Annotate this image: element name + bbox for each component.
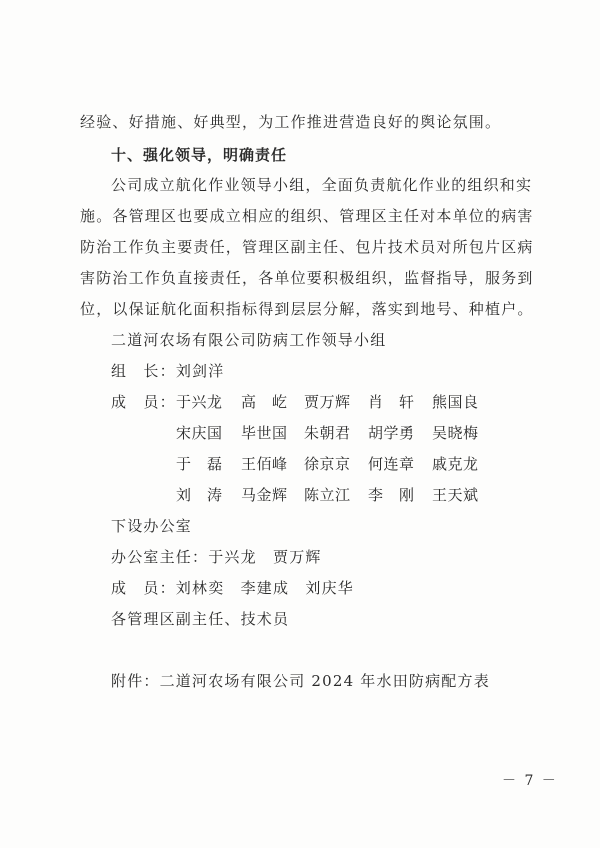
body-line-5: 位，以保证航化面积指标得到层层分解，落实到地号、种植户。 (80, 300, 534, 318)
member-name: 胡学勇 (368, 424, 415, 442)
paragraph-tail: 经验、好措施、好典型，为工作推进营造良好的舆论氛围。 (80, 113, 502, 131)
members-row-2 (176, 423, 496, 443)
leader-row (111, 361, 224, 381)
leader-label: 组 长： (111, 362, 176, 380)
member-name: 何连章 (368, 455, 415, 473)
member-name: 肖 轩 (368, 393, 415, 411)
member-name: 王天斌 (432, 486, 479, 504)
office-line: 下设办公室 (111, 517, 193, 535)
members-label: 成 员： (111, 393, 176, 411)
member-name: 戚克龙 (432, 455, 479, 473)
body-line-3: 防治工作负主要责任，管理区副主任、包片技术员对所包片区病 (80, 238, 534, 256)
member-name: 熊国良 (432, 393, 479, 411)
member-name: 陈立江 (304, 486, 351, 504)
members-row-1 (176, 392, 496, 412)
member-name: 贾万辉 (304, 393, 351, 411)
member-name: 徐京京 (304, 455, 351, 473)
body-line-1: 公司成立航化作业领导小组，全面负责航化作业的组织和实 (111, 176, 533, 194)
member-name: 于兴龙 (176, 393, 223, 411)
body-line-4: 害防治工作负直接责任，各单位要积极组织，监督指导，服务到 (80, 269, 534, 287)
attachment-line: 附件：二道河农场有限公司 2024 年水田防病配方表 (111, 672, 490, 690)
member-name: 吴晓梅 (432, 424, 479, 442)
member-name: 宋庆国 (176, 424, 223, 442)
member-name: 朱朝君 (304, 424, 351, 442)
member-name: 马金辉 (241, 486, 288, 504)
office-director: 办公室主任：于兴龙 贾万辉 (111, 548, 322, 566)
member-name: 于 磊 (176, 455, 223, 473)
member-name: 毕世国 (241, 424, 288, 442)
section-heading: 十、强化领导，明确责任 (111, 146, 288, 164)
member-name: 刘 涛 (176, 486, 223, 504)
leader-name: 刘剑洋 (175, 362, 225, 380)
members-row-3 (176, 454, 496, 474)
body-line-2: 施。各管理区也要成立相应的组织、管理区主任对本单位的病害 (80, 207, 534, 225)
page-number: － 7 － (502, 773, 558, 789)
group-title: 二道河农场有限公司防病工作领导小组 (111, 331, 387, 349)
district-line: 各管理区副主任、技术员 (111, 610, 290, 628)
members-row-4 (176, 485, 496, 505)
office-members: 成 员：刘林奕 李建成 刘庆华 (111, 579, 355, 597)
member-name: 王佰峰 (241, 455, 288, 473)
member-name: 李 刚 (368, 486, 415, 504)
member-name: 高 屹 (241, 393, 288, 411)
